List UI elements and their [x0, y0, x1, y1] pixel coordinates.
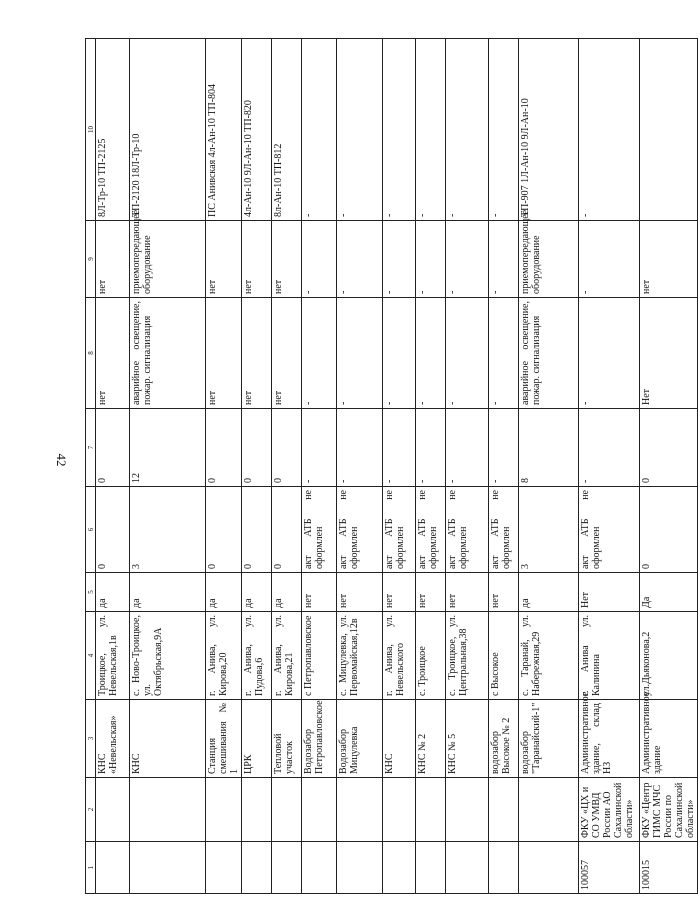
table-cell: 12: [130, 409, 206, 487]
rotated-table-area: [85, 39, 696, 894]
table-cell: нет: [242, 221, 272, 298]
table-cell: нет: [337, 573, 383, 612]
table-cell: аварийное освещение, пожар. сигнализация: [519, 298, 579, 409]
table-cell: -: [446, 39, 489, 221]
table-cell: акт АТБ не оформлен: [337, 487, 383, 573]
table-cell: 8Л-Тр-10 ТП-2125: [96, 39, 130, 221]
table-cell: водозабор "Таранайский-1": [519, 700, 579, 778]
table-cell: аварийное освещение, пожар. сигнализация: [130, 298, 206, 409]
table-cell: [130, 842, 206, 894]
table-cell: нет: [96, 298, 130, 409]
table-row: [579, 39, 640, 894]
table-cell: -: [337, 221, 383, 298]
table-cell: водозабор Высокое № 2: [489, 700, 519, 778]
table-cell: [519, 778, 579, 842]
table-cell: [383, 778, 416, 842]
table-cell: Административное здание, склад НЗ: [579, 700, 640, 778]
table-cell: приемопередающее оборудование: [519, 221, 579, 298]
table-cell: Нет: [579, 573, 640, 612]
table-cell: -: [579, 298, 640, 409]
table-cell: [130, 778, 206, 842]
table-cell: приемопередающее оборудование: [130, 221, 206, 298]
column-number-row: [86, 39, 96, 894]
table-cell: ЦРК: [242, 700, 272, 778]
table-cell: -: [337, 298, 383, 409]
table-cell: 3: [519, 487, 579, 573]
table-cell: да: [130, 573, 206, 612]
page-number: 42: [54, 453, 69, 467]
table-cell: -: [489, 409, 519, 487]
table-cell: да: [242, 573, 272, 612]
table-cell: ул.Дьяконова,2: [640, 612, 698, 700]
table-cell: нет: [242, 298, 272, 409]
table-cell: с Петропавловское: [302, 612, 337, 700]
column-number: 5: [86, 573, 96, 612]
table-cell: нет: [272, 221, 302, 298]
column-number: 9: [86, 221, 96, 298]
table-cell: Административное здание: [640, 700, 698, 778]
table-cell: -: [416, 39, 446, 221]
table-cell: 3: [130, 487, 206, 573]
table-cell: г. Анива, ул. Кирова,21: [272, 612, 302, 700]
table-cell: 100015: [640, 842, 698, 894]
table-cell: [242, 778, 272, 842]
table-cell: 8л-Ан-10 ТП-812: [272, 39, 302, 221]
table-row: [272, 39, 302, 894]
table-row: [242, 39, 272, 894]
table-cell: [96, 778, 130, 842]
table-cell: [206, 842, 242, 894]
table-cell: [383, 842, 416, 894]
table-cell: с. Троицкое, ул. Центральная,38: [446, 612, 489, 700]
table-cell: [96, 842, 130, 894]
table-cell: да: [272, 573, 302, 612]
table-cell: с. Мицулевка, ул. Первомайская,12в: [337, 612, 383, 700]
table-cell: Тепловой участок: [272, 700, 302, 778]
table-row: [302, 39, 337, 894]
table-cell: 100057: [579, 842, 640, 894]
table-cell: -: [337, 409, 383, 487]
table-cell: [416, 778, 446, 842]
table-cell: Да: [640, 573, 698, 612]
column-number: 1: [86, 842, 96, 894]
table-cell: [242, 842, 272, 894]
table-cell: [302, 842, 337, 894]
table-cell: нет: [206, 298, 242, 409]
table-cell: Троицкое, ул. Невельская,1в: [96, 612, 130, 700]
table-cell: 0: [640, 409, 698, 487]
table-cell: -: [416, 298, 446, 409]
table-cell: 8: [519, 409, 579, 487]
table-cell: да: [519, 573, 579, 612]
table-cell: -: [416, 221, 446, 298]
table-cell: -: [383, 409, 416, 487]
table-cell: [272, 778, 302, 842]
table-row: [383, 39, 416, 894]
table-cell: 0: [242, 487, 272, 573]
table-cell: 0: [242, 409, 272, 487]
column-number: 4: [86, 612, 96, 700]
table-cell: -: [416, 409, 446, 487]
table-row: [446, 39, 489, 894]
table-row: [206, 39, 242, 894]
table-cell: [337, 842, 383, 894]
table-cell: с. Ново-Троицкое, ул. Октябрьская,9А: [130, 612, 206, 700]
table-cell: 0: [640, 487, 698, 573]
table-row: [519, 39, 579, 894]
table-cell: -: [579, 221, 640, 298]
table-cell: Водозабор Петропавловское: [302, 700, 337, 778]
table-row: [416, 39, 446, 894]
table-cell: [206, 778, 242, 842]
table-cell: [489, 842, 519, 894]
table-cell: 0: [96, 409, 130, 487]
table-cell: КНС: [130, 700, 206, 778]
column-number: 10: [86, 39, 96, 221]
table-cell: -: [302, 221, 337, 298]
table-cell: [640, 39, 698, 221]
table-cell: ФКУ «Центр ГИМС МЧС России по Сахалинской области»: [640, 778, 698, 842]
table-row: [337, 39, 383, 894]
table-cell: с. Таранай, ул. Набережная,29: [519, 612, 579, 700]
table-cell: [519, 842, 579, 894]
table-cell: -: [383, 39, 416, 221]
table-body: [86, 39, 698, 894]
table-cell: г. Анива, ул. Невельского: [383, 612, 416, 700]
table-cell: акт АТБ не оформлен: [579, 487, 640, 573]
table-cell: -: [302, 39, 337, 221]
table-cell: [302, 778, 337, 842]
table-cell: да: [206, 573, 242, 612]
table-cell: -: [302, 298, 337, 409]
column-number: 3: [86, 700, 96, 778]
table-cell: ТП-2120 18Л-Тр-10: [130, 39, 206, 221]
table-cell: -: [302, 409, 337, 487]
table-cell: -: [489, 221, 519, 298]
table-cell: [272, 842, 302, 894]
table-row: [489, 39, 519, 894]
table-cell: ПС Анивская 4л-Ан-10 ТП-804: [206, 39, 242, 221]
table-cell: -: [383, 298, 416, 409]
table-cell: -: [489, 298, 519, 409]
table-cell: [446, 778, 489, 842]
table-cell: нет: [446, 573, 489, 612]
table-cell: нет: [489, 573, 519, 612]
table-cell: Нет: [640, 298, 698, 409]
table-cell: акт АТБ не оформлен: [302, 487, 337, 573]
table-cell: нет: [272, 298, 302, 409]
table-cell: -: [579, 39, 640, 221]
table-cell: г. Анива, ул. Пудова,6: [242, 612, 272, 700]
table-cell: г. Анива ул. Калинина: [579, 612, 640, 700]
table-cell: -: [579, 409, 640, 487]
table-cell: ФКУ «ЦХ и СО УМВД России АО Сахалинской области»: [579, 778, 640, 842]
table-cell: -: [383, 221, 416, 298]
table-cell: акт АТБ не оформлен: [446, 487, 489, 573]
table-row: [130, 39, 206, 894]
table-cell: [446, 842, 489, 894]
table-cell: акт АТБ не оформлен: [489, 487, 519, 573]
table-row: [96, 39, 130, 894]
table-cell: -: [446, 298, 489, 409]
table-cell: 0: [272, 409, 302, 487]
table-cell: 4л-Ан-10 9Л-Ан-10 ТП-820: [242, 39, 272, 221]
table-cell: нет: [640, 221, 698, 298]
table-cell: акт АТБ не оформлен: [416, 487, 446, 573]
table-cell: 0: [96, 487, 130, 573]
table-cell: КНС № 2: [416, 700, 446, 778]
table-cell: нет: [96, 221, 130, 298]
table-cell: Водозабор Мицулевка: [337, 700, 383, 778]
table-cell: -: [489, 39, 519, 221]
column-number: 8: [86, 298, 96, 409]
table-cell: акт АТБ не оформлен: [383, 487, 416, 573]
table-cell: КНС: [383, 700, 416, 778]
table-cell: -: [446, 409, 489, 487]
table-cell: [416, 842, 446, 894]
table-cell: нет: [383, 573, 416, 612]
table-cell: да: [96, 573, 130, 612]
table-cell: 0: [206, 409, 242, 487]
table-cell: КНС № 5: [446, 700, 489, 778]
table-row: [640, 39, 698, 894]
table-cell: 0: [272, 487, 302, 573]
table-cell: г. Анива, ул. Кирова,20: [206, 612, 242, 700]
table-cell: ТП-907 1Л-Ан-10 9Л-Ан-10: [519, 39, 579, 221]
table-cell: 0: [206, 487, 242, 573]
table-cell: с. Троицкое: [416, 612, 446, 700]
table-cell: с Высокое: [489, 612, 519, 700]
table-cell: КНС «Невельская»: [96, 700, 130, 778]
table-cell: нет: [302, 573, 337, 612]
objects-table: [85, 38, 698, 894]
table-cell: Станция смешивания № 1: [206, 700, 242, 778]
table-cell: [337, 778, 383, 842]
column-number: 6: [86, 487, 96, 573]
column-number: 7: [86, 409, 96, 487]
table-cell: нет: [206, 221, 242, 298]
table-cell: нет: [416, 573, 446, 612]
table-cell: -: [446, 221, 489, 298]
column-number: 2: [86, 778, 96, 842]
table-cell: -: [337, 39, 383, 221]
table-cell: [489, 778, 519, 842]
